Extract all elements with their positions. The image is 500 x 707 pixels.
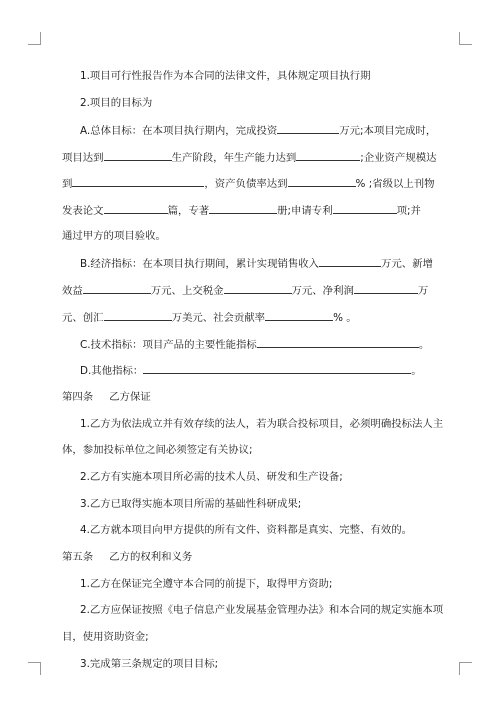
paragraph-line: 1.乙方在保证完全遵守本合同的前提下，取得甲方资助; [80,578,333,590]
paragraph-line: 到 ，资产负债率达到 % ;省级以上刊物 [62,178,435,190]
blank-papers[interactable] [104,203,168,214]
blank-production-stage[interactable] [104,150,172,161]
crop-mark-top-left [28,32,41,45]
blank-monographs[interactable] [209,203,277,214]
paragraph-line: 1.乙方为依法成立并有效存续的法人，若为联合投标项目，必须明确投标法人主 [80,418,444,430]
paragraph-line: D.其他指标： 。 [80,365,422,377]
paragraph-line: 发表论文 篇，专著 册;申请专利 项;并 [62,205,421,217]
section-heading: 第五条 乙方的权利和义务 [62,551,193,563]
blank-taxes[interactable] [224,283,292,294]
blank-foreign-exchange[interactable] [104,310,172,321]
paragraph-line: 项目达到 生产阶段，年生产能力达到 ;企业资产规模达 [62,152,437,164]
paragraph-line: 元、创汇 万美元、社会贡献率 % 。 [62,312,357,324]
blank-other-indicators[interactable] [143,363,411,374]
paragraph-line: C.技术指标：项目产品的主要性能指标 。 [80,339,430,351]
paragraph-line: 目，使用资助资金; [62,631,149,643]
crop-mark-bottom-left [28,662,41,675]
paragraph-line: 体，参加投标单位之间必须签定有关协议; [62,444,253,456]
paragraph-line: 2.乙方应保证按照《电子信息产业发展基金管理办法》和本合同的规定实施本项 [80,604,444,616]
blank-capacity[interactable] [296,150,360,161]
paragraph-line: 效益 万元、上交税金 万元、净利润 万 [62,285,429,297]
section-heading: 第四条 乙方保证 [62,391,151,403]
blank-contribution-rate[interactable] [265,310,333,321]
blank-investment[interactable] [277,123,339,134]
blank-net-profit[interactable] [354,283,418,294]
crop-mark-bottom-right [459,662,472,675]
blank-debt-ratio[interactable] [288,176,356,187]
blank-technical-indicators[interactable] [257,337,419,348]
paragraph-line: 2.项目的目标为 [80,97,153,109]
paragraph-line: A.总体目标：在本项目执行期内，完成投资 万元;本项目完成时， [80,125,437,137]
paragraph-line: 3.乙方已取得实施本项目所需的基础性科研成果; [80,498,302,510]
paragraph-line: 4.乙方就本项目向甲方提供的所有文件、资料都是真实、完整、有效的。 [80,524,413,536]
blank-patents[interactable] [333,203,397,214]
paragraph-line: 2.乙方有实施本项目所必需的技术人员、研发和生产设备; [80,471,343,483]
blank-sales-revenue[interactable] [319,256,381,267]
blank-asset-scale[interactable] [72,176,204,187]
paragraph-line: 1.项目可行性报告作为本合同的法律文件，具体规定项目执行期 [80,70,371,82]
paragraph-line: 3.完成第三条规定的项目目标; [80,658,219,670]
paragraph-line: 通过甲方的项目验收。 [62,230,166,242]
blank-new-benefit[interactable] [83,283,151,294]
paragraph-line: B.经济指标：在本项目执行期间，累计实现销售收入 万元、新增 [80,258,433,270]
crop-mark-top-right [459,32,472,45]
